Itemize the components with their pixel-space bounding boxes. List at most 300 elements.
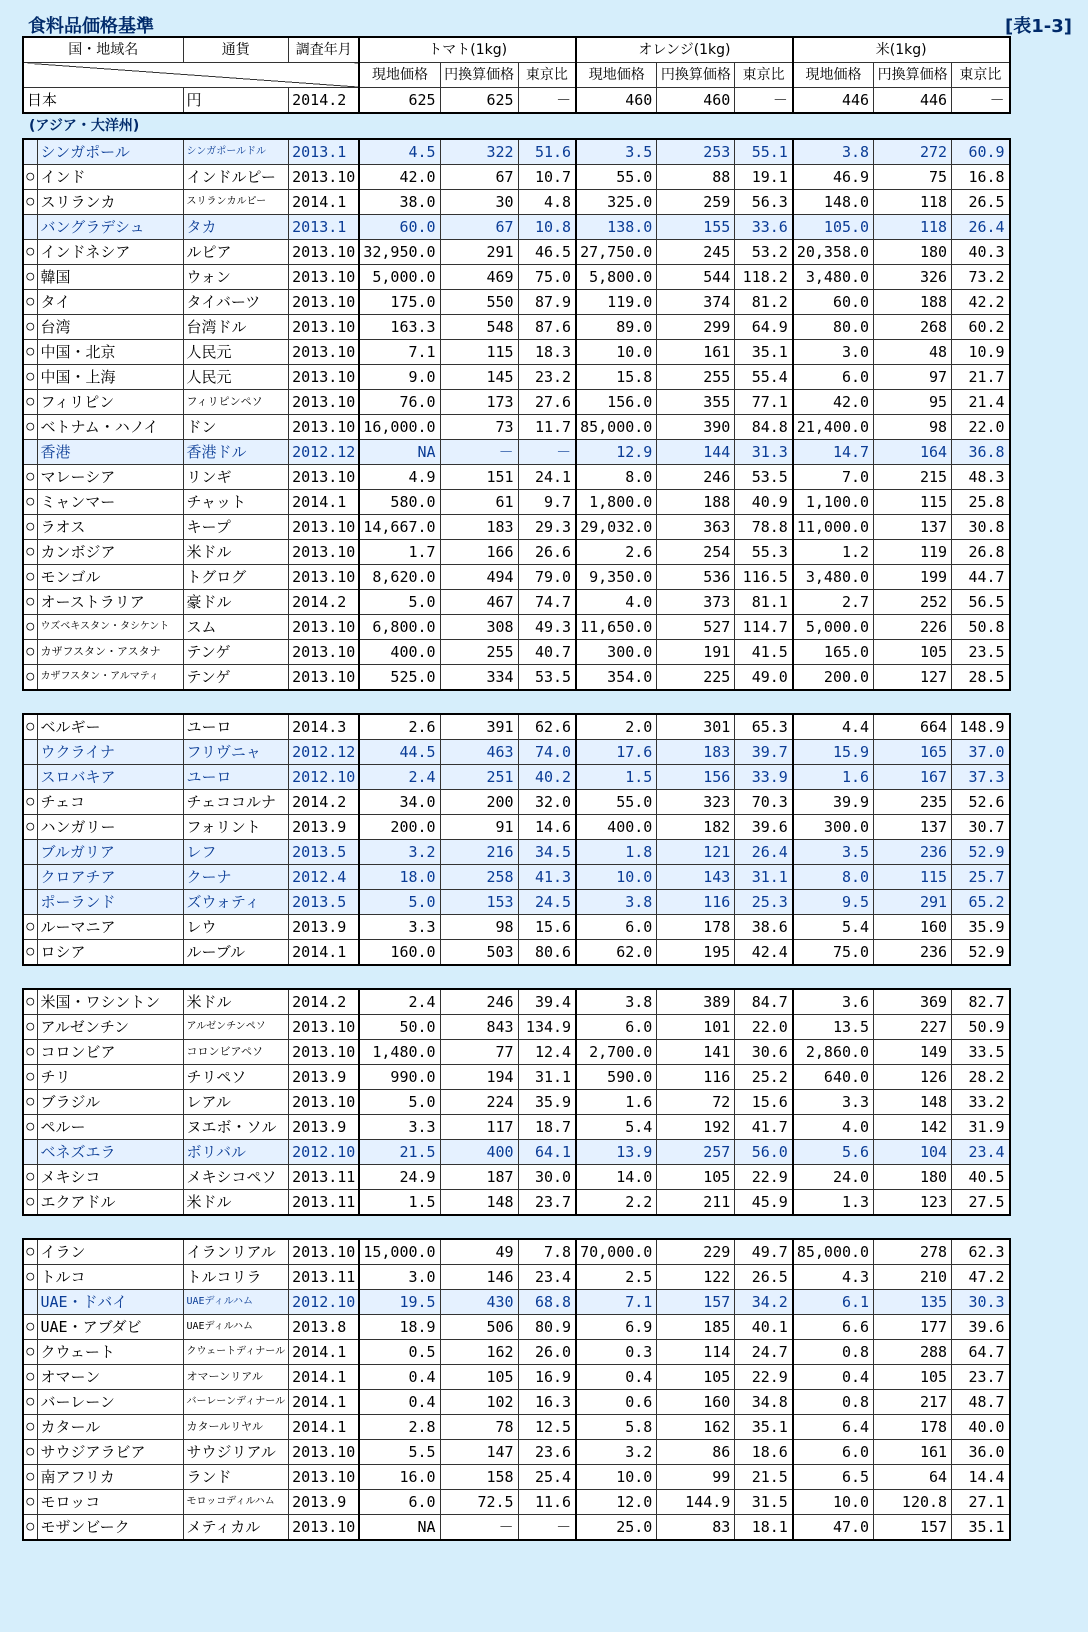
price-value: 104 bbox=[874, 1140, 952, 1165]
country-name: モロッコ bbox=[37, 1490, 183, 1515]
price-value: 4.3 bbox=[793, 1265, 874, 1290]
currency-name: 米ドル bbox=[183, 540, 289, 565]
price-value: 4.4 bbox=[793, 714, 874, 740]
country-name: イラン bbox=[37, 1239, 183, 1265]
price-value: 21,400.0 bbox=[793, 415, 874, 440]
table-row bbox=[23, 540, 1010, 565]
price-value: 25.0 bbox=[576, 1515, 657, 1541]
price-value: 14.7 bbox=[793, 440, 874, 465]
price-value: 182 bbox=[657, 815, 735, 840]
price-value: 86 bbox=[657, 1440, 735, 1465]
price-value: 463 bbox=[440, 740, 518, 765]
survey-date: 2013.10 bbox=[289, 1040, 360, 1065]
country-name: アルゼンチン bbox=[37, 1015, 183, 1040]
currency-name: ボリバル bbox=[183, 1140, 289, 1165]
survey-date: 2014.1 bbox=[289, 190, 360, 215]
price-value: 166 bbox=[440, 540, 518, 565]
price-value: 122 bbox=[657, 1265, 735, 1290]
price-value: 44.7 bbox=[952, 565, 1010, 590]
price-value: 50.0 bbox=[359, 1015, 440, 1040]
currency-name: レウ bbox=[183, 915, 289, 940]
price-value: 146 bbox=[440, 1265, 518, 1290]
survey-date: 2014.1 bbox=[289, 1340, 360, 1365]
price-value: 35.1 bbox=[952, 1515, 1010, 1541]
survey-date: 2012.4 bbox=[289, 865, 360, 890]
survey-date: 2012.12 bbox=[289, 740, 360, 765]
price-value: 2.8 bbox=[359, 1415, 440, 1440]
mark-cell: ○ bbox=[23, 1090, 37, 1115]
price-value: 252 bbox=[874, 590, 952, 615]
price-value: 1.2 bbox=[793, 540, 874, 565]
price-value: 35.9 bbox=[952, 915, 1010, 940]
price-value: 4.0 bbox=[576, 590, 657, 615]
mark-cell: ○ bbox=[23, 790, 37, 815]
table-row bbox=[23, 1015, 1010, 1040]
price-value: 73 bbox=[440, 415, 518, 440]
price-value: 30.8 bbox=[952, 515, 1010, 540]
price-value: 325.0 bbox=[576, 190, 657, 215]
price-value: 9.5 bbox=[793, 890, 874, 915]
price-value: 138.0 bbox=[576, 215, 657, 240]
price-value: 369 bbox=[874, 989, 952, 1015]
price-value: 55.1 bbox=[735, 139, 793, 165]
table-row bbox=[23, 1165, 1010, 1190]
price-value: 75 bbox=[874, 165, 952, 190]
currency-name: ヌエボ・ソル bbox=[183, 1115, 289, 1140]
table-row bbox=[23, 1340, 1010, 1365]
price-value: 99 bbox=[657, 1465, 735, 1490]
price-value: 227 bbox=[874, 1015, 952, 1040]
price-value: 144.9 bbox=[657, 1490, 735, 1515]
survey-date: 2014.2 bbox=[289, 989, 360, 1015]
survey-date: 2013.10 bbox=[289, 265, 360, 290]
price-value: 36.0 bbox=[952, 1440, 1010, 1465]
price-value: 32,950.0 bbox=[359, 240, 440, 265]
country-name: ベルギー bbox=[37, 714, 183, 740]
country-name: コロンビア bbox=[37, 1040, 183, 1065]
survey-date: 2013.10 bbox=[289, 290, 360, 315]
price-value: 26.6 bbox=[518, 540, 576, 565]
price-value: 62.0 bbox=[576, 940, 657, 966]
price-value: 48.3 bbox=[952, 465, 1010, 490]
table-row bbox=[23, 1140, 1010, 1165]
price-value: 46.9 bbox=[793, 165, 874, 190]
price-value: 215 bbox=[874, 465, 952, 490]
price-value: 25.3 bbox=[735, 890, 793, 915]
table-row bbox=[23, 1515, 1010, 1541]
price-value: 446 bbox=[793, 88, 874, 114]
subheader-local-price: 現地価格 bbox=[793, 63, 874, 88]
price-value: 253 bbox=[657, 139, 735, 165]
price-value: 1,480.0 bbox=[359, 1040, 440, 1065]
currency-name: ルーブル bbox=[183, 940, 289, 966]
price-value: 254 bbox=[657, 540, 735, 565]
price-value: 26.8 bbox=[952, 540, 1010, 565]
price-value: 42.2 bbox=[952, 290, 1010, 315]
price-value: 116 bbox=[657, 890, 735, 915]
survey-date: 2013.10 bbox=[289, 1440, 360, 1465]
price-value: 26.4 bbox=[735, 840, 793, 865]
price-value: 7.1 bbox=[359, 340, 440, 365]
price-value: 123 bbox=[874, 1190, 952, 1216]
price-value: 34.0 bbox=[359, 790, 440, 815]
currency-name: フリヴニャ bbox=[183, 740, 289, 765]
mark-cell bbox=[23, 1290, 37, 1315]
price-value: 255 bbox=[657, 365, 735, 390]
price-value: 391 bbox=[440, 714, 518, 740]
price-value: 1,800.0 bbox=[576, 490, 657, 515]
price-value: 6.0 bbox=[576, 915, 657, 940]
price-value: 400.0 bbox=[359, 640, 440, 665]
country-name: 日本 bbox=[23, 88, 183, 114]
price-value: 78 bbox=[440, 1415, 518, 1440]
survey-date: 2013.10 bbox=[289, 240, 360, 265]
survey-date: 2013.10 bbox=[289, 1515, 360, 1541]
price-value: 550 bbox=[440, 290, 518, 315]
survey-date: 2013.10 bbox=[289, 515, 360, 540]
price-value: 60.2 bbox=[952, 315, 1010, 340]
price-value: 65.2 bbox=[952, 890, 1010, 915]
mark-cell bbox=[23, 215, 37, 240]
price-value: 3.2 bbox=[576, 1440, 657, 1465]
subheader-yen-price: 円換算価格 bbox=[874, 63, 952, 88]
price-value: 363 bbox=[657, 515, 735, 540]
survey-date: 2013.9 bbox=[289, 1115, 360, 1140]
table-row bbox=[23, 765, 1010, 790]
subheader-local-price: 現地価格 bbox=[576, 63, 657, 88]
price-value: 42.0 bbox=[359, 165, 440, 190]
price-value: 0.3 bbox=[576, 1340, 657, 1365]
price-value: 74.7 bbox=[518, 590, 576, 615]
price-value: 14.6 bbox=[518, 815, 576, 840]
price-value: 580.0 bbox=[359, 490, 440, 515]
price-value: 31.1 bbox=[735, 865, 793, 890]
group-gap bbox=[23, 690, 1010, 714]
country-name: ウクライナ bbox=[37, 740, 183, 765]
price-value: 33.6 bbox=[735, 215, 793, 240]
price-value: 10.9 bbox=[952, 340, 1010, 365]
price-value: 11.7 bbox=[518, 415, 576, 440]
price-value: 467 bbox=[440, 590, 518, 615]
price-value: 55.0 bbox=[576, 165, 657, 190]
price-value: 0.8 bbox=[793, 1390, 874, 1415]
price-value: 27.5 bbox=[952, 1190, 1010, 1216]
price-value: 160 bbox=[657, 1390, 735, 1415]
price-value: 23.7 bbox=[952, 1365, 1010, 1390]
price-value: 80.0 bbox=[793, 315, 874, 340]
price-value: 44.5 bbox=[359, 740, 440, 765]
price-value: 257 bbox=[657, 1140, 735, 1165]
price-value: 21.5 bbox=[735, 1465, 793, 1490]
price-value: 31.9 bbox=[952, 1115, 1010, 1140]
currency-name: タカ bbox=[183, 215, 289, 240]
price-value: 400.0 bbox=[576, 815, 657, 840]
mark-cell: ○ bbox=[23, 565, 37, 590]
price-value: 52.9 bbox=[952, 840, 1010, 865]
price-value: 157 bbox=[657, 1290, 735, 1315]
price-value: 143 bbox=[657, 865, 735, 890]
price-value: 105 bbox=[874, 640, 952, 665]
table-row bbox=[23, 340, 1010, 365]
price-value: 187 bbox=[440, 1165, 518, 1190]
country-name: ブラジル bbox=[37, 1090, 183, 1115]
price-value: 30.3 bbox=[952, 1290, 1010, 1315]
price-value: 19.5 bbox=[359, 1290, 440, 1315]
survey-date: 2013.10 bbox=[289, 540, 360, 565]
price-value: 161 bbox=[874, 1440, 952, 1465]
currency-column-header: 通貨 bbox=[183, 37, 289, 63]
price-value: 0.8 bbox=[793, 1340, 874, 1365]
table-row bbox=[23, 989, 1010, 1015]
price-value: 55.3 bbox=[735, 540, 793, 565]
mark-cell bbox=[23, 865, 37, 890]
table-row bbox=[23, 465, 1010, 490]
price-value: 12.4 bbox=[518, 1040, 576, 1065]
country-name: バングラデシュ bbox=[37, 215, 183, 240]
price-value: 5.4 bbox=[576, 1115, 657, 1140]
price-value: 301 bbox=[657, 714, 735, 740]
price-value: 188 bbox=[657, 490, 735, 515]
price-value: 183 bbox=[657, 740, 735, 765]
price-value: 119.0 bbox=[576, 290, 657, 315]
price-value: 137 bbox=[874, 515, 952, 540]
price-value: 1.6 bbox=[793, 765, 874, 790]
price-value: 5.5 bbox=[359, 1440, 440, 1465]
price-value: 14.0 bbox=[576, 1165, 657, 1190]
country-name: ミャンマー bbox=[37, 490, 183, 515]
price-value: 37.0 bbox=[952, 740, 1010, 765]
price-value: 226 bbox=[874, 615, 952, 640]
price-value: 50.9 bbox=[952, 1015, 1010, 1040]
price-value: 40.7 bbox=[518, 640, 576, 665]
table-row bbox=[23, 1365, 1010, 1390]
survey-date: 2014.3 bbox=[289, 714, 360, 740]
price-value: 288 bbox=[874, 1340, 952, 1365]
price-value: 2.4 bbox=[359, 989, 440, 1015]
table-row bbox=[23, 315, 1010, 340]
currency-name: ランド bbox=[183, 1465, 289, 1490]
survey-date: 2013.10 bbox=[289, 390, 360, 415]
price-value: 199 bbox=[874, 565, 952, 590]
price-value: 291 bbox=[440, 240, 518, 265]
survey-date: 2013.11 bbox=[289, 1265, 360, 1290]
price-value: 14,667.0 bbox=[359, 515, 440, 540]
country-name: 韓国 bbox=[37, 265, 183, 290]
currency-name: フォリント bbox=[183, 815, 289, 840]
table-row bbox=[23, 390, 1010, 415]
table-row bbox=[23, 1315, 1010, 1340]
price-value: 10.0 bbox=[576, 1465, 657, 1490]
currency-name: スム bbox=[183, 615, 289, 640]
price-value: 60.9 bbox=[952, 139, 1010, 165]
price-value: 3.5 bbox=[793, 840, 874, 865]
price-value: 3.5 bbox=[576, 139, 657, 165]
price-value: 102 bbox=[440, 1390, 518, 1415]
mark-cell: ○ bbox=[23, 240, 37, 265]
currency-name: スリランカルピー bbox=[183, 190, 289, 215]
price-value: 5,800.0 bbox=[576, 265, 657, 290]
price-value: 2.7 bbox=[793, 590, 874, 615]
price-value: 151 bbox=[440, 465, 518, 490]
price-value: 40.2 bbox=[518, 765, 576, 790]
survey-date: 2012.10 bbox=[289, 1140, 360, 1165]
price-value: 664 bbox=[874, 714, 952, 740]
country-name: ハンガリー bbox=[37, 815, 183, 840]
currency-name: 香港ドル bbox=[183, 440, 289, 465]
table-row bbox=[23, 890, 1010, 915]
price-value: 6.6 bbox=[793, 1315, 874, 1340]
price-value: 11,650.0 bbox=[576, 615, 657, 640]
survey-date: 2013.10 bbox=[289, 415, 360, 440]
currency-name: レフ bbox=[183, 840, 289, 865]
currency-name: ドン bbox=[183, 415, 289, 440]
gap-cell bbox=[23, 690, 1010, 714]
survey-date: 2014.1 bbox=[289, 1365, 360, 1390]
group-gap bbox=[23, 1215, 1010, 1239]
price-value: 354.0 bbox=[576, 665, 657, 691]
price-value: － bbox=[518, 88, 576, 114]
price-value: 14.4 bbox=[952, 1465, 1010, 1490]
table-row bbox=[23, 1440, 1010, 1465]
table-row bbox=[23, 590, 1010, 615]
currency-name: アルゼンチンペソ bbox=[183, 1015, 289, 1040]
mark-cell: ○ bbox=[23, 1239, 37, 1265]
currency-name: ルピア bbox=[183, 240, 289, 265]
price-value: 195 bbox=[657, 940, 735, 966]
price-value: 15.9 bbox=[793, 740, 874, 765]
price-value: 39.9 bbox=[793, 790, 874, 815]
price-value: 18.3 bbox=[518, 340, 576, 365]
survey-date: 2013.11 bbox=[289, 1165, 360, 1190]
price-value: 299 bbox=[657, 315, 735, 340]
country-name: クウェート bbox=[37, 1340, 183, 1365]
survey-date: 2013.10 bbox=[289, 465, 360, 490]
price-value: 4.0 bbox=[793, 1115, 874, 1140]
price-value: 82.7 bbox=[952, 989, 1010, 1015]
price-value: 7.1 bbox=[576, 1290, 657, 1315]
price-value: 105.0 bbox=[793, 215, 874, 240]
currency-name: トグログ bbox=[183, 565, 289, 590]
price-value: 843 bbox=[440, 1015, 518, 1040]
price-value: 41.5 bbox=[735, 640, 793, 665]
country-name: カザフスタン・アスタナ bbox=[37, 640, 183, 665]
price-value: 15.6 bbox=[518, 915, 576, 940]
price-value: 30.7 bbox=[952, 815, 1010, 840]
price-value: 5.4 bbox=[793, 915, 874, 940]
price-value: 7.8 bbox=[518, 1239, 576, 1265]
price-value: 31.3 bbox=[735, 440, 793, 465]
currency-name: UAEディルハム bbox=[183, 1290, 289, 1315]
currency-name: フィリピンペソ bbox=[183, 390, 289, 415]
price-value: 45.9 bbox=[735, 1190, 793, 1216]
table-row bbox=[23, 815, 1010, 840]
price-value: 1.6 bbox=[576, 1090, 657, 1115]
price-value: 2,860.0 bbox=[793, 1040, 874, 1065]
currency-name: チャット bbox=[183, 490, 289, 515]
currency-name: モロッコディルハム bbox=[183, 1490, 289, 1515]
table-row bbox=[23, 940, 1010, 966]
header-row bbox=[23, 37, 1010, 63]
price-value: 9,350.0 bbox=[576, 565, 657, 590]
survey-date: 2012.10 bbox=[289, 765, 360, 790]
price-value: 278 bbox=[874, 1239, 952, 1265]
price-value: 23.4 bbox=[952, 1140, 1010, 1165]
price-value: 78.8 bbox=[735, 515, 793, 540]
price-value: 291 bbox=[874, 890, 952, 915]
country-name: カザフスタン・アルマティ bbox=[37, 665, 183, 691]
price-value: 24.0 bbox=[793, 1165, 874, 1190]
price-value: 115 bbox=[874, 490, 952, 515]
price-value: 3.8 bbox=[576, 890, 657, 915]
currency-name: メティカル bbox=[183, 1515, 289, 1541]
price-value: 590.0 bbox=[576, 1065, 657, 1090]
price-table bbox=[22, 36, 1011, 1541]
price-value: 10.7 bbox=[518, 165, 576, 190]
price-value: 48 bbox=[874, 340, 952, 365]
subheader-yen-price: 円換算価格 bbox=[440, 63, 518, 88]
country-name: 中国・北京 bbox=[37, 340, 183, 365]
mark-cell: ○ bbox=[23, 165, 37, 190]
table-row bbox=[23, 290, 1010, 315]
table-row bbox=[23, 1465, 1010, 1490]
table-row bbox=[23, 565, 1010, 590]
price-value: 374 bbox=[657, 290, 735, 315]
price-value: 7.0 bbox=[793, 465, 874, 490]
price-value: 55.0 bbox=[576, 790, 657, 815]
table-row bbox=[23, 915, 1010, 940]
price-value: 145 bbox=[440, 365, 518, 390]
price-value: 18.7 bbox=[518, 1115, 576, 1140]
price-value: 35.1 bbox=[735, 340, 793, 365]
currency-name: レアル bbox=[183, 1090, 289, 1115]
survey-date: 2013.10 bbox=[289, 665, 360, 691]
price-value: 33.5 bbox=[952, 1040, 1010, 1065]
survey-date: 2014.1 bbox=[289, 1390, 360, 1415]
currency-name: ユーロ bbox=[183, 714, 289, 740]
price-value: 26.5 bbox=[735, 1265, 793, 1290]
price-value: 118 bbox=[874, 190, 952, 215]
subheader-tokyo-ratio: 東京比 bbox=[735, 63, 793, 88]
country-name: エクアドル bbox=[37, 1190, 183, 1216]
survey-date: 2013.9 bbox=[289, 815, 360, 840]
price-value: 194 bbox=[440, 1065, 518, 1090]
price-value: 19.1 bbox=[735, 165, 793, 190]
price-value: 2.6 bbox=[359, 714, 440, 740]
price-value: 2.2 bbox=[576, 1190, 657, 1216]
price-value: 272 bbox=[874, 139, 952, 165]
price-value: 536 bbox=[657, 565, 735, 590]
price-value: 4.8 bbox=[518, 190, 576, 215]
price-value: 251 bbox=[440, 765, 518, 790]
price-value: 149 bbox=[874, 1040, 952, 1065]
currency-name: トルコリラ bbox=[183, 1265, 289, 1290]
group-header-rice: 米(1kg) bbox=[793, 37, 1010, 63]
price-value: 116 bbox=[657, 1065, 735, 1090]
mark-cell: ○ bbox=[23, 665, 37, 691]
price-value: 2.4 bbox=[359, 765, 440, 790]
price-value: 527 bbox=[657, 615, 735, 640]
price-value: 72.5 bbox=[440, 1490, 518, 1515]
price-value: 192 bbox=[657, 1115, 735, 1140]
price-value: 5.0 bbox=[359, 590, 440, 615]
price-value: － bbox=[518, 1515, 576, 1541]
price-value: 229 bbox=[657, 1239, 735, 1265]
price-value: 175.0 bbox=[359, 290, 440, 315]
price-value: 8.0 bbox=[793, 865, 874, 890]
price-value: 217 bbox=[874, 1390, 952, 1415]
price-value: 300.0 bbox=[793, 815, 874, 840]
price-value: 88 bbox=[657, 165, 735, 190]
